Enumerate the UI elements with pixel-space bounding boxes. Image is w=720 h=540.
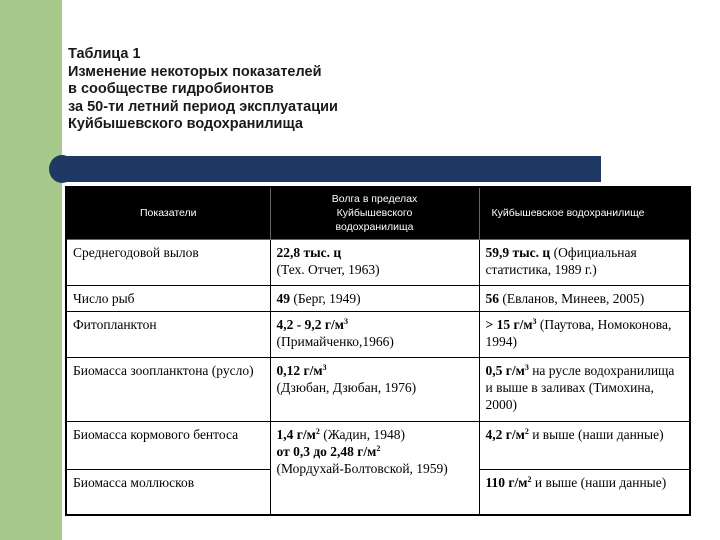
title-line: Изменение некоторых показателей xyxy=(68,63,322,80)
cell-value: 0,5 г/м xyxy=(485,362,525,378)
cell-value: 56 xyxy=(485,290,499,306)
cell-source: (Дзюбан, Дзюбан, 1976) xyxy=(276,379,417,395)
cell-source: (Тех. Отчет, 1963) xyxy=(276,261,380,277)
header-reservoir: Куйбышевское водохранилище xyxy=(479,187,690,239)
cell-sup: 3 xyxy=(322,362,327,372)
reservoir-cell xyxy=(479,311,690,357)
cell-sup: 2 xyxy=(376,443,381,453)
cell-value: 110 г/м xyxy=(485,474,528,490)
cell-value: 49 xyxy=(276,290,290,306)
cell-source: (Примайченко,1966) xyxy=(276,333,394,349)
title-line: за 50-ти летний период эксплуатации xyxy=(68,98,338,115)
cell-value: 4,2 г/м xyxy=(485,426,525,442)
data-table xyxy=(65,186,691,516)
table-row xyxy=(66,285,690,311)
cell-source: (Берг, 1949) xyxy=(293,290,361,306)
row-label: Среднегодовой вылов xyxy=(66,239,270,285)
cell-source: на русле водохранилища и выше в заливах (Тимохина, 2000) xyxy=(485,362,675,412)
cell-value: > 15 г/м xyxy=(485,316,533,332)
row-label: Биомасса зоопланктона (русло) xyxy=(66,357,270,421)
cell-value: 4,2 - 9,2 г/м xyxy=(276,316,344,332)
table-row xyxy=(66,421,690,469)
cell-source: и выше (наши данные) xyxy=(534,474,667,490)
table-row xyxy=(66,357,690,421)
volga-cell xyxy=(270,311,479,357)
title-line: Куйбышевского водохранилища xyxy=(68,116,303,132)
volga-cell xyxy=(270,421,479,515)
row-label: Биомасса кормового бентоса xyxy=(66,421,270,469)
cell-sup: 3 xyxy=(343,316,348,326)
cell-value: 22,8 тыс. ц xyxy=(276,244,342,260)
table-row xyxy=(66,239,690,285)
header-indicator: Показатели xyxy=(66,187,270,239)
header-volga-line: Волга в пределах xyxy=(331,193,418,206)
row-label: Биомасса моллюсков xyxy=(66,469,270,515)
header-volga-line: водохранилища xyxy=(335,221,414,234)
reservoir-cell xyxy=(479,357,690,421)
reservoir-cell xyxy=(479,421,690,469)
cell-source: и выше (наши данные) xyxy=(532,426,664,442)
row-label: Число рыб xyxy=(66,285,270,311)
header-volga xyxy=(270,187,479,239)
cell-value: 59,9 тыс. ц xyxy=(485,244,551,260)
title-line: в сообществе гидробионтов xyxy=(68,81,274,97)
row-label: Фитопланктон xyxy=(66,311,270,357)
reservoir-cell xyxy=(479,285,690,311)
navy-divider-bar xyxy=(62,156,601,182)
cell-source: (Паутова, Номоконова, 1994) xyxy=(485,316,672,349)
volga-cell xyxy=(270,239,479,285)
cell-value: от 0,3 до 2,48 г/м xyxy=(276,443,377,459)
cell-source: (Евланов, Минеев, 2005) xyxy=(502,290,645,306)
cell-value: 1,4 г/м xyxy=(276,426,316,442)
volga-cell xyxy=(270,357,479,421)
cell-source: (Официальная статистика, 1989 г.) xyxy=(485,244,637,277)
table-header-row xyxy=(66,187,690,239)
cell-sup: 2 xyxy=(527,474,532,484)
cell-source: (Жадин, 1948) xyxy=(323,426,406,442)
cell-sup: 2 xyxy=(315,426,320,436)
cell-sup: 3 xyxy=(524,362,529,372)
cell-sup: 3 xyxy=(532,316,537,326)
volga-cell xyxy=(270,285,479,311)
reservoir-cell xyxy=(479,239,690,285)
cell-value: 0,12 г/м xyxy=(276,362,323,378)
cell-source: (Мордухай-Болтовской, 1959) xyxy=(276,460,448,476)
table-row xyxy=(66,311,690,357)
header-volga-line: Куйбышевского xyxy=(336,207,413,220)
cell-sup: 2 xyxy=(524,426,529,436)
reservoir-cell xyxy=(479,469,690,515)
title-line: Таблица 1 xyxy=(68,46,141,62)
page-title xyxy=(68,46,628,134)
